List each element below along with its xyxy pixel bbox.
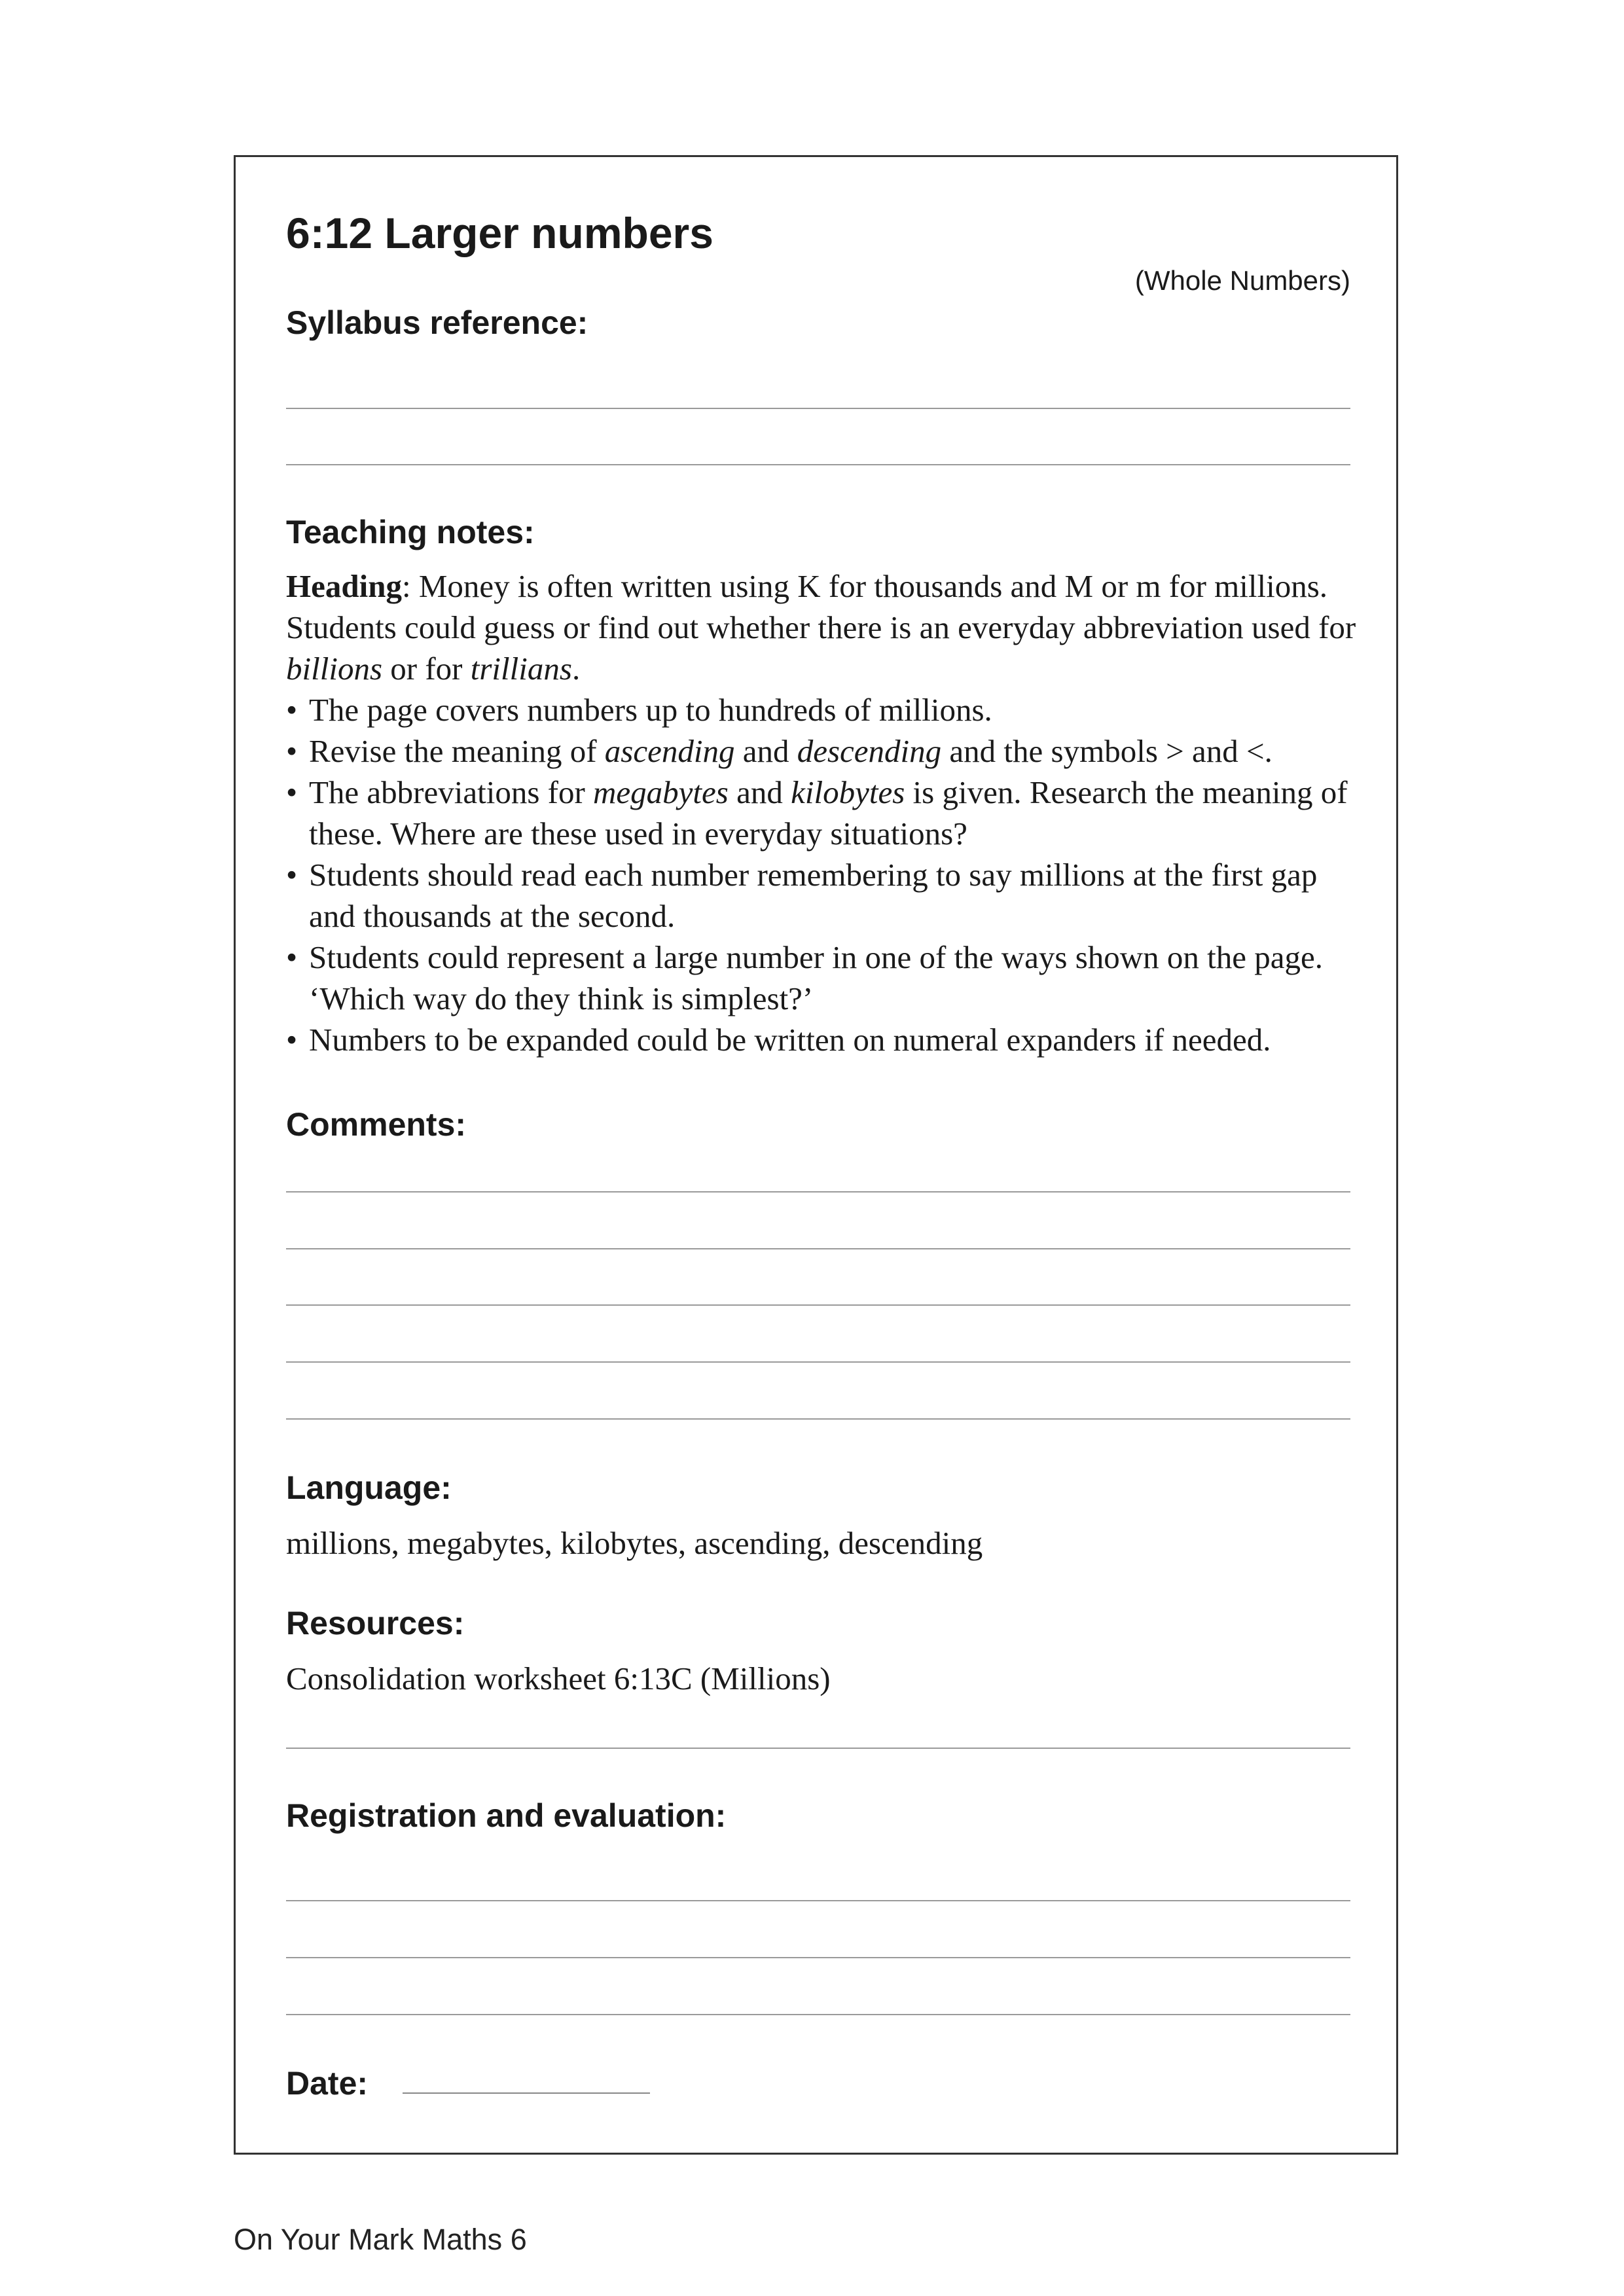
bullet-emphasis: megabytes (593, 774, 729, 810)
registration-heading: Registration and evaluation: (286, 1797, 727, 1834)
intro-text-b: or for (382, 651, 471, 687)
lesson-title: 6:12 Larger numbers (286, 209, 713, 257)
teaching-notes-body (286, 565, 1360, 1060)
bullet-text: The page covers numbers up to hundreds of millions. (309, 692, 992, 728)
teaching-intro (286, 565, 1360, 689)
resources-text: Consolidation worksheet 6:13C (Millions) (286, 1660, 831, 1696)
bullet-text: Numbers to be expanded could be written on numeral expanders if needed. (309, 1022, 1271, 1058)
bullet-dot: • (286, 733, 298, 769)
teaching-bullet-list (286, 689, 1360, 1060)
bullet-dot: • (286, 1022, 298, 1058)
bullet-text: is given. Research the meaning of these. Where are these used in everyday situations? (309, 774, 1348, 852)
bullet-text: and (728, 774, 791, 810)
bullet-emphasis: kilobytes (791, 774, 905, 810)
intro-text-a: : Money is often written using K for thousands and M or m for millions. Students could guess or find out whether there is an everyday abbreviation used for (286, 568, 1356, 645)
lesson-category: (Whole Numbers) (1134, 265, 1350, 296)
bullet-emphasis: descending (797, 733, 942, 769)
list-item (286, 730, 1360, 772)
date-label: Date: (286, 2065, 369, 2102)
bullet-emphasis: ascending (604, 733, 735, 769)
list-item (286, 854, 1360, 937)
language-heading: Language: (286, 1469, 452, 1506)
list-item (286, 772, 1360, 854)
comments-line-2 (286, 1248, 1350, 1249)
bullet-text: and (734, 733, 797, 769)
comments-line-3 (286, 1304, 1350, 1306)
comments-line-1 (286, 1191, 1350, 1193)
registration-line-2 (286, 1957, 1350, 1958)
list-item (286, 937, 1360, 1019)
intro-text-c: . (571, 651, 581, 687)
registration-line-3 (286, 2014, 1350, 2015)
language-text: millions, megabytes, kilobytes, ascending, descending (286, 1525, 983, 1561)
bullet-dot: • (286, 692, 298, 728)
registration-line-1 (286, 1900, 1350, 1901)
comments-line-4 (286, 1361, 1350, 1363)
comments-heading: Comments: (286, 1106, 467, 1143)
teaching-notes-heading: Teaching notes: (286, 514, 535, 550)
resources-heading: Resources: (286, 1605, 465, 1641)
bullet-text: Revise the meaning of (309, 733, 605, 769)
bullet-dot: • (286, 857, 298, 893)
resources-line (286, 1748, 1350, 1749)
comments-line-5 (286, 1418, 1350, 1420)
syllabus-line-1 (286, 408, 1350, 409)
list-item (286, 1019, 1360, 1060)
date-blank-line (403, 2092, 650, 2094)
syllabus-line-2 (286, 464, 1350, 465)
syllabus-heading: Syllabus reference: (286, 304, 588, 341)
bullet-text: and the symbols > and <. (941, 733, 1272, 769)
list-item (286, 689, 1360, 730)
bullet-text: The abbreviations for (309, 774, 594, 810)
bullet-text: Students could represent a large number in one of the ways shown on the page. ‘Which way do they think is simplest?’ (309, 939, 1324, 1016)
intro-bold: Heading (286, 568, 402, 604)
intro-emphasis-billions: billions (286, 651, 383, 687)
intro-emphasis-trillians: trillians (470, 651, 572, 687)
footer-text: On Your Mark Maths 6 (234, 2223, 527, 2256)
page-frame (234, 155, 1398, 2155)
bullet-dot: • (286, 774, 298, 810)
bullet-dot: • (286, 939, 298, 975)
bullet-text: Students should read each number remembering to say millions at the first gap and thousands at the second. (309, 857, 1318, 934)
